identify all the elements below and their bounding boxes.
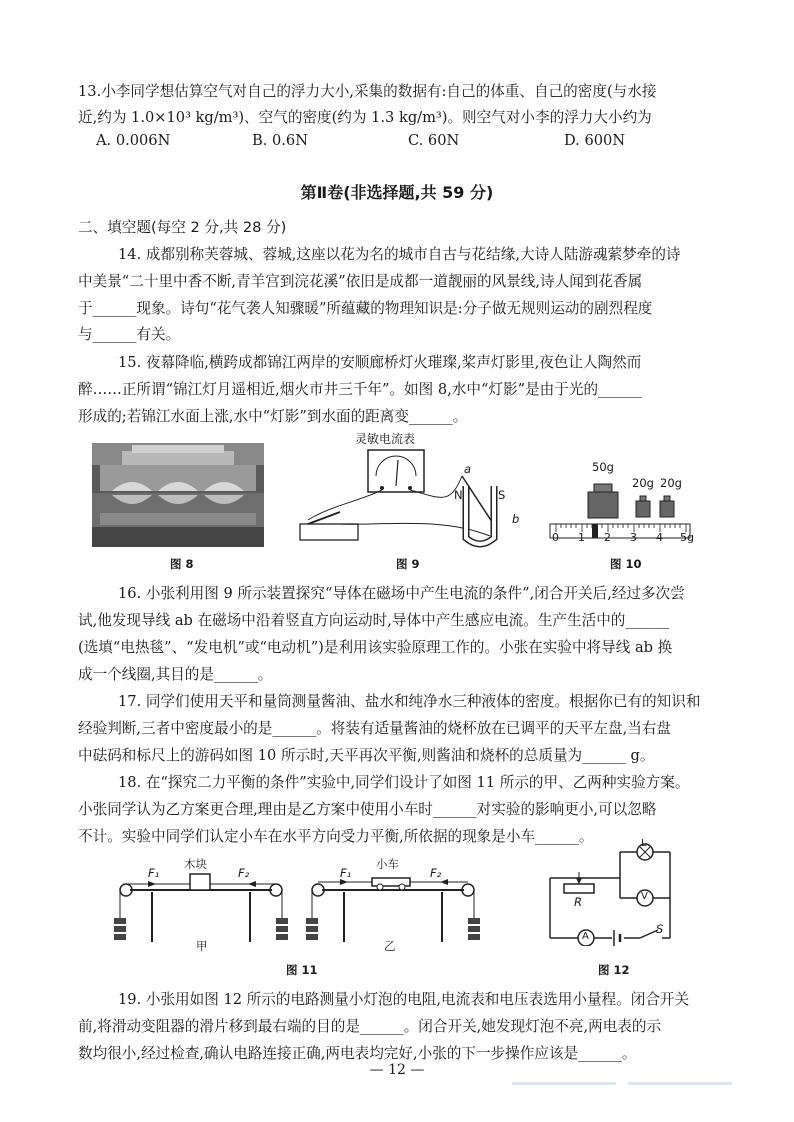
q17-line-1: 17. 同学们使用天平和量筒测量酱油、盐水和纯净水三种液体的密度。根据你已有的知识和: [118, 693, 701, 710]
scale-label-2: 2: [604, 531, 611, 544]
fig11-jia-f1: F₁: [148, 866, 160, 880]
q16-line-4: 成一个线圈,其目的是______。: [78, 666, 273, 683]
q14-line-3: 于______现象。诗句“花气袭人知骤暖”所蕴藏的物理知识是:分子做无规则运动的剧烈程度: [78, 300, 653, 317]
figure-9-caption: 图 9: [396, 557, 420, 571]
q18-line-1: 18. 在“探究二力平衡的条件”实验中,同学们设计了如图 11 所示的甲、乙两种实验方案。: [118, 774, 690, 791]
q15-line-1: 15. 夜幕降临,横跨成都锦江两岸的安顺廊桥灯火璀璨,桨声灯影里,夜色让人陶然而: [118, 354, 642, 371]
weight-label-50g: 50g: [592, 460, 614, 474]
q18-line-3: 不计。实验中同学们认定小车在水平方向受力平衡,所依据的现象是小车______。: [78, 828, 594, 845]
q17-line-3: 中砝码和标尺上的游码如图 10 所示时,天平再次平衡,则酱油和烧杯的总质量为______ g。: [78, 747, 655, 764]
rider: [592, 524, 598, 538]
wire-label-b: b: [512, 512, 520, 526]
figure-8-bridge-photo: [92, 443, 264, 547]
footer-decoration-right: [628, 1082, 732, 1085]
q15-line-3: 形成的;若锦江水面上涨,水中“灯影”到水面的距离变______。: [78, 408, 468, 425]
wire-label-a: a: [464, 462, 472, 476]
switch-base: [300, 524, 358, 540]
rheostat-symbol: [564, 884, 594, 893]
lamp-letter: L: [641, 838, 647, 849]
magnet-pole-n: N: [454, 488, 463, 502]
q14-line-1: 14. 成都别称芙蓉城、蓉城,这座以花为名的城市自古与花结缘,大诗人陆游魂萦梦牵的诗: [118, 246, 681, 263]
q13-option-c: C. 60N: [408, 132, 460, 149]
fig11-block-label: 木块: [184, 857, 207, 871]
q13-line-2: 近,约为 1.0×10³ kg/m³)、空气的密度(约为 1.3 kg/m³)。则空气对小李的浮力大小约为: [78, 109, 652, 126]
weight-label-20g-2: 20g: [660, 476, 682, 490]
ammeter-letter: A: [582, 931, 589, 942]
rheostat-letter: R: [574, 895, 582, 909]
fig11-yi-f2: F₂: [430, 866, 442, 880]
voltmeter-letter: V: [641, 891, 648, 902]
scale-label-3: 3: [630, 531, 637, 544]
scale-label-4: 4: [656, 531, 663, 544]
q19-line-1: 19. 小张用如图 12 所示的电路测量小灯泡的电阻,电流表和电压表选用小量程。闭合开关: [118, 991, 690, 1008]
q15-line-2: 醉……正所谓“锦江灯月遥相近,烟火市井三千年”。如图 8,水中“灯影”是由于光的______: [78, 381, 642, 398]
weight-20g-2: [660, 501, 674, 517]
q16-line-3: (选填“电热毯”、“发电机”或“电动机”)是利用该实验原理工作的。小张在实验中将导线 ab 换: [78, 639, 673, 656]
weight-label-20g-1: 20g: [632, 476, 654, 490]
page-number: — 12 —: [369, 1062, 425, 1078]
figure-12-caption: 图 12: [598, 963, 630, 977]
part2-heading: 二、填空题(每空 2 分,共 28 分): [78, 219, 287, 236]
figure-12-circuit: [540, 842, 690, 946]
weight-20g-1: [636, 501, 650, 517]
fig11-jia-f2: F₂: [238, 866, 250, 880]
q18-line-2: 小张同学认为乙方案更合理,理由是乙方案中使用小车时______对实验的影响更小,可以忽略: [78, 801, 657, 818]
q14-line-4: 与______有关。: [78, 326, 181, 343]
q13-option-b: B. 0.6N: [252, 132, 308, 149]
section-title: 第Ⅱ卷(非选择题,共 59 分): [300, 183, 494, 202]
figure-10-weights-and-scale: [548, 472, 692, 548]
q17-line-2: 经验判断,三者中密度最小的是______。将装有适量酱油的烧杯放在已调平的天平左盘,当右盘: [78, 720, 672, 737]
scale-label-1: 1: [578, 531, 585, 544]
fig11-yi-f1: F₁: [340, 866, 352, 880]
magnet-pole-s: S: [498, 488, 506, 502]
figure-8-caption: 图 8: [170, 557, 194, 571]
q13-option-d: D. 600N: [564, 132, 626, 149]
q16-line-1: 16. 小张利用图 9 所示装置探究“导体在磁场中产生电流的条件”,闭合开关后,经过多次尝: [118, 585, 685, 602]
scale-label-5g: 5g: [680, 531, 694, 544]
galvanometer-label: 灵敏电流表: [355, 432, 416, 446]
figure-11-caption: 图 11: [286, 963, 318, 977]
q19-line-2: 前,将滑动变阻器的滑片移到最右端的目的是______。闭合开关,她发现灯泡不亮,两电表的示: [78, 1018, 662, 1035]
fig11-yi-label: 乙: [384, 939, 396, 953]
figure-10-caption: 图 10: [610, 557, 642, 571]
q13-line-1: 13.小李同学想估算空气对自己的浮力大小,采集的数据有:自己的体重、自己的密度(与水接: [78, 83, 657, 100]
fig11-jia-label: 甲: [196, 939, 208, 953]
weight-50g-knob: [594, 484, 612, 492]
wood-block: [190, 874, 210, 890]
footer-decoration-left: [512, 1082, 616, 1085]
q19-line-3: 数均很小,经过检查,确认电路连接正确,两电表均完好,小张的下一步操作应该是______。: [78, 1045, 637, 1062]
scale-label-0: 0: [552, 531, 559, 544]
q16-line-2: 试,他发现导线 ab 在磁场中沿着竖直方向运动时,导体中产生感应电流。生产生活中的______: [78, 612, 670, 629]
weight-50g: [588, 492, 618, 518]
switch-letter: S: [656, 922, 664, 936]
q14-line-2: 中美景“二十里中香不断,青羊宫到浣花溪”依旧是成都一道靓丽的风景线,诗人闻到花香属: [78, 273, 643, 290]
fig11-cart-label: 小车: [376, 857, 399, 871]
figure-9-induction-apparatus: [290, 446, 530, 552]
q13-option-a: A. 0.006N: [96, 132, 171, 149]
